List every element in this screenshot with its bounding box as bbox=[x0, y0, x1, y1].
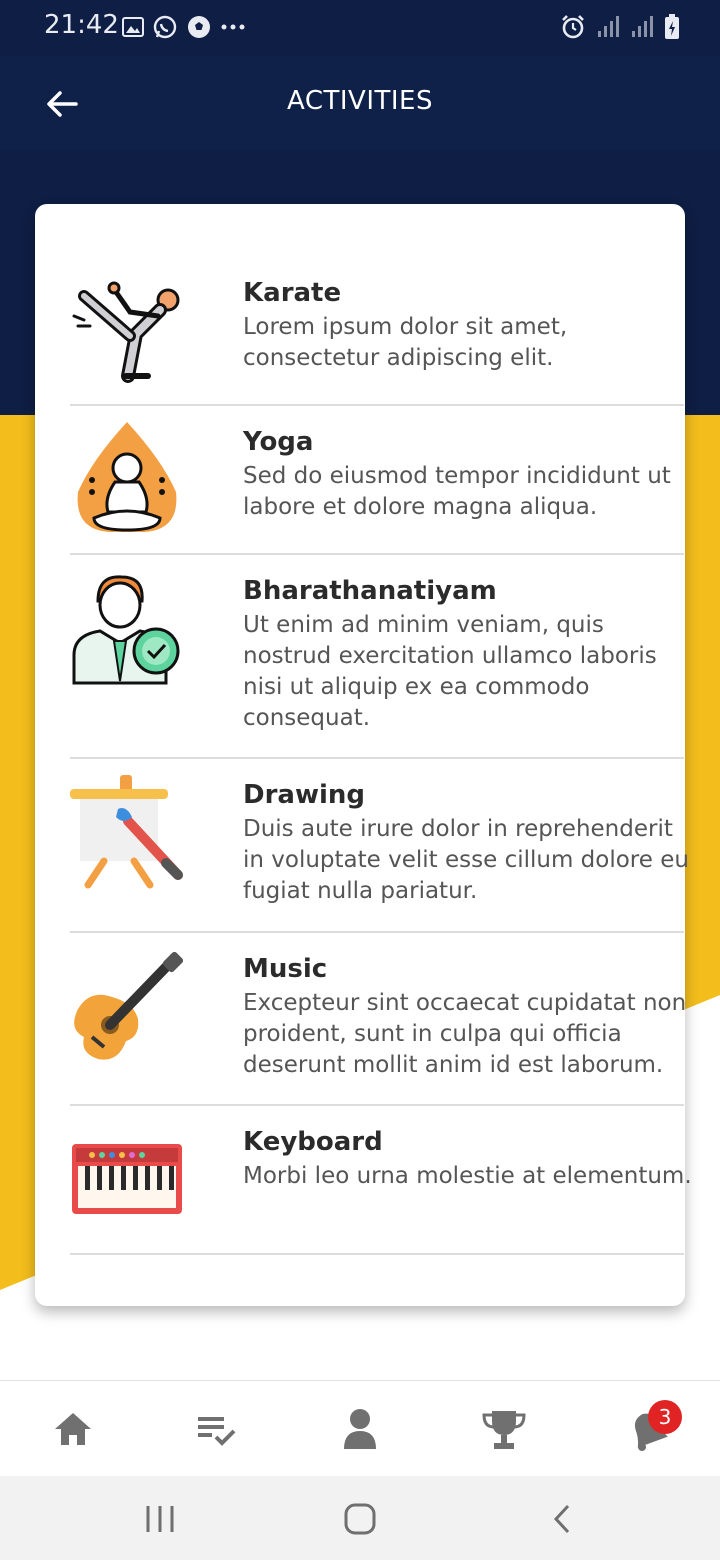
activity-description: Morbi leo urna molestie at elementum. bbox=[243, 1163, 692, 1189]
keyboard-icon bbox=[70, 1120, 184, 1234]
activity-name: Bharathanatiyam bbox=[243, 576, 497, 606]
trophy-icon[interactable] bbox=[480, 1405, 528, 1453]
activity-description: Duis aute irure dolor in reprehenderit in voluptate velit esse cillum dolore eu fugiat nulla pariatur. bbox=[243, 816, 689, 904]
activity-description: Ut enim ad minim veniam, quis nostrud exercitation ullamco laboris nisi ut aliquip ex ea commodo consequat. bbox=[243, 612, 657, 731]
signal-icon bbox=[596, 15, 620, 39]
list-item[interactable] bbox=[70, 1106, 692, 1255]
recents-icon[interactable] bbox=[140, 1502, 180, 1536]
activity-name: Drawing bbox=[243, 780, 366, 810]
activity-description: Sed do eiusmod tempor incididunt ut labore et dolore magna aliqua. bbox=[243, 463, 671, 520]
more-dots-icon bbox=[220, 22, 246, 32]
soccer-ball-icon bbox=[186, 14, 212, 40]
back-chevron-icon[interactable] bbox=[542, 1502, 582, 1536]
activity-name: Yoga bbox=[243, 427, 314, 457]
list-item[interactable] bbox=[70, 252, 684, 406]
status-time: 21:42 bbox=[44, 10, 119, 40]
guitar-icon bbox=[70, 949, 184, 1063]
list-item[interactable] bbox=[70, 759, 689, 933]
profile-icon[interactable] bbox=[336, 1405, 384, 1453]
image-icon bbox=[122, 16, 144, 38]
list-item[interactable] bbox=[70, 555, 684, 759]
checklist-icon[interactable] bbox=[192, 1405, 240, 1453]
notification-badge: 3 bbox=[648, 1400, 682, 1434]
activity-description: Lorem ipsum dolor sit amet, consectetur adipiscing elit. bbox=[243, 314, 568, 371]
app-bar bbox=[0, 56, 720, 150]
teacher-icon bbox=[70, 571, 184, 685]
bottom-navigation bbox=[0, 1380, 720, 1477]
karate-icon bbox=[70, 276, 184, 390]
system-navigation-bar bbox=[0, 1476, 720, 1560]
easel-icon bbox=[70, 775, 184, 889]
activity-description: Excepteur sint occaecat cupidatat non proident, sunt in culpa qui officia deserunt mollit anim id est laborum. bbox=[243, 990, 687, 1078]
list-item[interactable] bbox=[70, 406, 684, 555]
home-icon[interactable] bbox=[49, 1405, 97, 1453]
signal-icon bbox=[630, 15, 654, 39]
activity-name: Karate bbox=[243, 278, 342, 308]
activity-name: Keyboard bbox=[243, 1127, 383, 1157]
list-item[interactable] bbox=[70, 933, 687, 1106]
activities-card bbox=[35, 204, 692, 1306]
page-title: ACTIVITIES bbox=[287, 86, 433, 116]
battery-icon bbox=[664, 14, 680, 40]
yoga-icon bbox=[70, 420, 184, 534]
home-circle-icon[interactable] bbox=[340, 1502, 380, 1536]
alarm-icon bbox=[560, 14, 586, 40]
whatsapp-icon bbox=[152, 14, 178, 40]
status-bar bbox=[0, 0, 720, 56]
activity-name: Music bbox=[243, 954, 328, 984]
